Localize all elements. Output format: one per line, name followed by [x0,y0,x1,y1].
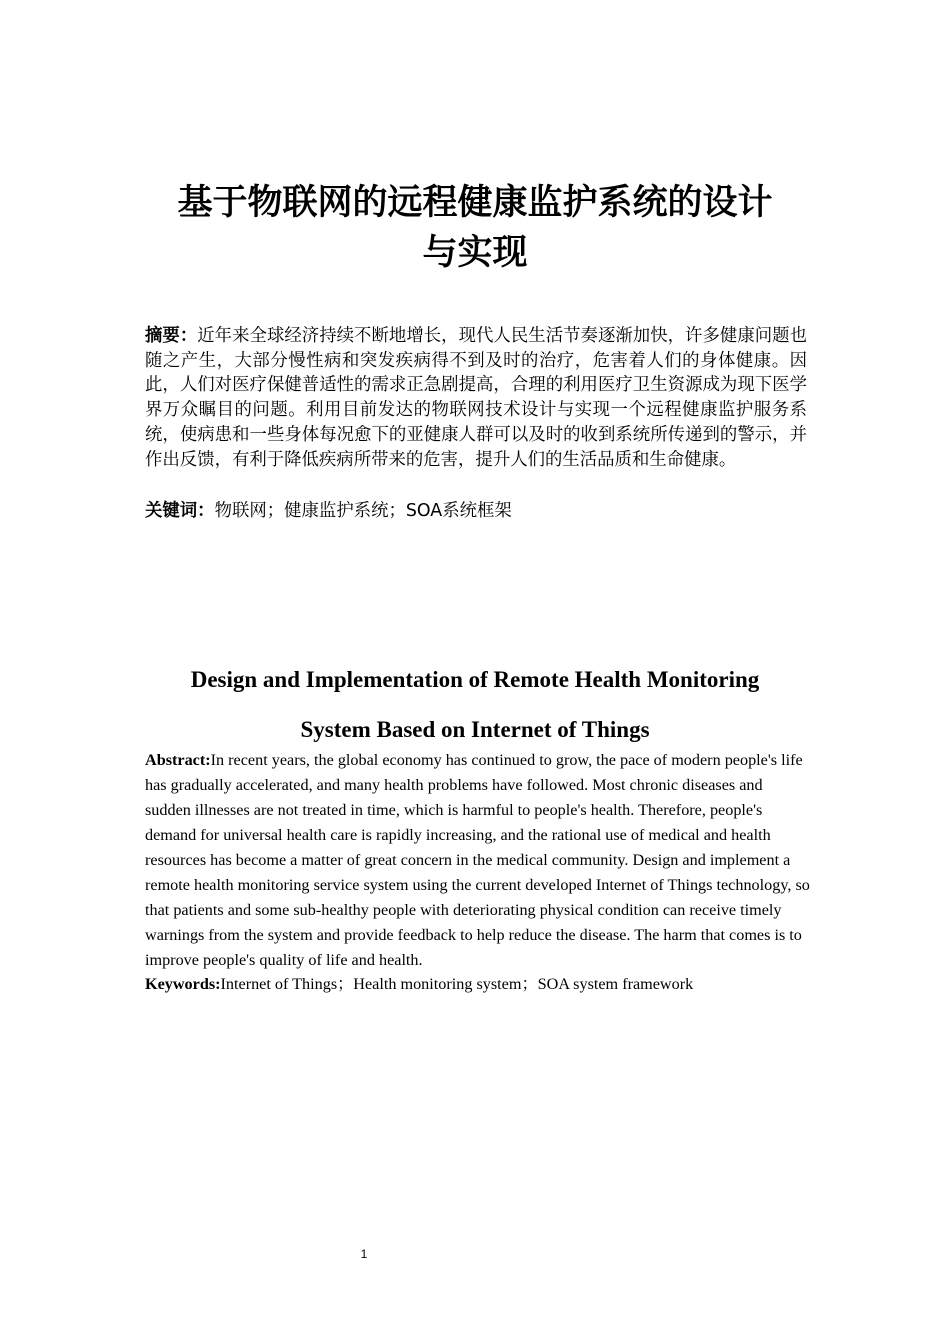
chinese-title [140,178,810,278]
chinese-keywords-text: 物联网；健康监护系统；SOA系统框架 [214,501,512,521]
english-keywords-text: Internet of Things；Health monitoring system；SOA system framework [220,975,694,993]
chinese-abstract-text: 近年来全球经济持续不断地增长，现代人民生活节奏逐渐加快，许多健康问题也随之产生，大部分慢性病和突发疾病得不到及时的治疗，危害着人们的身体健康。因此，人们对医疗保健普适性的需求正急剧提高，合理的利用医疗卫生资源成为现下医学界万众瞩目的问题。利用目前发达的物联网技术设计与实现一个远程健康监护服务系统，使病患和一些身体每况愈下的亚健康人群可以及时的收到系统所传递到的警示，并作出反馈，有利于降低疾病所带来的危害，提升人们的生活品质和生命健康。 [145,326,807,470]
page-number: 1 [360,1247,368,1261]
chinese-abstract [145,324,807,472]
chinese-keywords-label: 关键词： [145,501,215,521]
english-abstract-label: Abstract: [145,751,211,769]
english-title [145,655,805,755]
chinese-keywords [145,499,807,524]
chinese-title-line-2: 与实现 [422,233,528,273]
english-keywords-label: Keywords: [145,975,221,993]
chinese-abstract-label: 摘要： [145,326,198,346]
english-keywords [145,972,810,997]
english-abstract [145,748,810,973]
chinese-title-line-1: 基于物联网的远程健康监护系统的设计 [177,183,773,223]
english-title-line-1: Design and Implementation of Remote Health Monitoring [190,667,760,692]
english-title-line-2: System Based on Internet of Things [300,717,650,742]
english-abstract-text: In recent years, the global economy has continued to grow, the pace of modern people's life has gradually accelerated, and many health problems have followed. Most chronic diseases and sudden illnesses are not treated in time, which is harmful to people's health. Therefore, people's demand for universal health care is rapidly increasing, and the rational use of medical and health resources has become a matter of great concern in the medical community. Design and implement a remote health monitoring service system using the current developed Internet of Things technology, so that patients and some sub-healthy people with deteriorating physical condition can receive timely warnings from the system and provide feedback to help reduce the disease. The harm that comes is to improve people's quality of life and health. [145,751,810,969]
